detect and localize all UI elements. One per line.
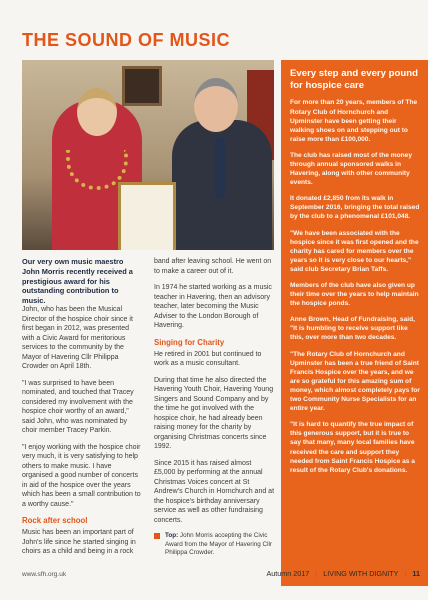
- rotary-sidebar: [281, 60, 428, 586]
- sidebar-paragraph: "We have been associated with the hospice since it was first opened and the charity has cared for members over the years so it is very close to our hearts," said club Secretary Brian Taffs.: [290, 229, 419, 273]
- article-paragraph: During that time he also directed the Havering Youth Choir, Havering Young Singers and Sound Company and by the time he got involved with the hospice choir, he had already been raising money for the charity by organising Christmas concerts since 1992.: [154, 376, 274, 451]
- article-column-1: [22, 305, 142, 564]
- article-paragraph: "I was surprised to have been nominated, and touched that Tracey considered my involvement with the hospice choir worthy of an award," said John, who was nominated by choir member Tracey Parkin.: [22, 379, 134, 435]
- sidebar-heading: Every step and every pound for hospice care: [290, 68, 418, 91]
- article-paragraph: In 1974 he started working as a music teacher in Havering, then an advisory teacher, later becoming the Music Adviser to the London Borough of Havering.: [154, 284, 272, 330]
- article-paragraph: "I enjoy working with the hospice choir very much, it is very satisfying to help others to make music. I have organised a good number of concerts in aid of the hospice over the years which has been a small contribution to a worthy cause.": [22, 443, 141, 508]
- bullet-square-icon: [154, 533, 160, 539]
- photo-credit-label: Top:: [165, 532, 179, 540]
- article-paragraph: He retired in 2001 but continued to work as a music consultant.: [154, 350, 262, 368]
- photo-credit-text: John Morris accepting the Civic Award from the Mayor of Havering Cllr Philippa Crowder.: [165, 532, 272, 556]
- article-paragraph: Music has been an important part of John's life since he started singing in choirs as a child and being in a rock: [22, 529, 136, 556]
- sidebar-paragraph: Anne Brown, Head of Fundraising, said, "It is humbling to receive support like this, over more than two decades.: [290, 316, 415, 342]
- footer-separator: |: [404, 569, 407, 578]
- sidebar-paragraph: It donated £2,850 from its walk in September 2016, bringing the total raised by the club to a phenomenal £101,048.: [290, 195, 420, 221]
- page-footer: [255, 569, 420, 578]
- award-photo: [22, 60, 274, 250]
- sidebar-paragraph: Members of the club have also given up their time over the years to help maintain the hospice ponds.: [290, 282, 419, 308]
- photo-caption: Our very own music maestro John Morris recently received a prestigious award for his outstanding contribution to music.: [22, 257, 133, 306]
- article-paragraph: Since 2015 it has raised almost £5,000 by performing at the annual Christmas Voices concert at St Andrew's Church in Hornchurch and at the hospice's birthday anniversary service as well as other fundraising concerts.: [154, 459, 275, 524]
- photo-credit: [154, 532, 274, 557]
- sidebar-paragraph: The club has raised most of the money through annual sponsored walks in Havering, along with other community events.: [290, 151, 413, 187]
- footer-separator: |: [315, 569, 318, 578]
- magazine-name: LIVING WITH DIGNITY: [323, 569, 399, 578]
- subhead-rock-after-school: Rock after school: [22, 516, 88, 526]
- sidebar-paragraph: "The Rotary Club of Hornchurch and Upminster has been a true friend of Saint Francis Hospice over the years, and we are so grateful for this amazing sum of money, which almost completely pays for two Community Nurse Specialists for an entire year.: [290, 350, 420, 413]
- website-link[interactable]: www.sfh.org.uk: [22, 571, 67, 578]
- article-column-2: [154, 257, 274, 557]
- page-title: THE SOUND OF MUSIC: [22, 30, 231, 50]
- article-paragraph: John, who has been the Musical Director of the hospice choir since it first began in 2012, was presented with a Civic Award for meritorious services to the community by the Mayor of Havering Cllr Philippa Crowder on April 18th.: [22, 306, 133, 371]
- issue-label: Autumn 2017: [266, 569, 310, 578]
- page-number: 11: [412, 569, 420, 578]
- article-paragraph: band after leaving school. He went on to make a career out of it.: [154, 258, 272, 275]
- subhead-singing-for-charity: Singing for Charity: [154, 337, 225, 347]
- certificate-image: [118, 182, 176, 250]
- sidebar-paragraph: For more than 20 years, members of The Rotary Club of Hornchurch and Upminster have been getting their walking shoes on and stepping out to raise more than £100,000.: [290, 99, 418, 143]
- sidebar-paragraph: "It is hard to quantify the true impact of this generous support, but it is true to say that many, many local families have received the care and support they needed from Saint Francis Hospice as a result of the Rotary Club's donations.: [290, 421, 415, 474]
